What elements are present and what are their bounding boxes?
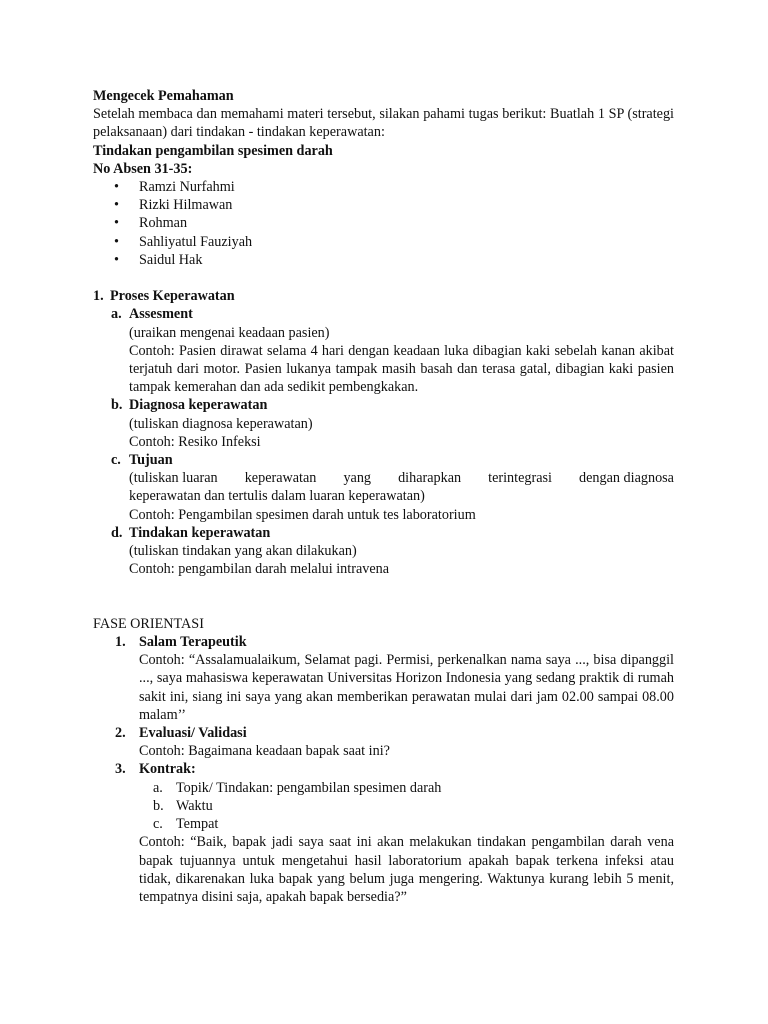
- bullet-icon: •: [114, 179, 119, 196]
- list-item: • Sahliyatul Fauziyah: [114, 233, 253, 250]
- list-item: • Rohman: [114, 215, 188, 232]
- subsection-description-cont: keperawatan dan tertulis dalam luaran keperawatan): [129, 488, 425, 505]
- bullet-icon: •: [114, 251, 119, 268]
- step-example: Contoh: “Assalamualaikum, Selamat pagi. Permisi, perkenalkan nama saya ..., bisa dipanggil ..., saya mahasiswa keperawatan Universitas Horizon Indonesia yang sedang praktik di rumah sakit ini, siang ini saya yang akan memberikan perawatan mulai dari jam 02.00 sampai 08.00 malam’’: [139, 652, 674, 723]
- group-label: No Absen 31-35:: [93, 160, 193, 177]
- list-item: • Saidul Hak: [114, 251, 203, 268]
- subsection-title: a. Assesment: [111, 306, 193, 323]
- list-item: c. Tempat: [153, 816, 219, 833]
- document-body: [93, 87, 674, 906]
- step-example: Contoh: Bagaimana keadaan bapak saat ini?: [139, 743, 390, 760]
- bullet-icon: •: [114, 197, 119, 214]
- step-example: Contoh: “Baik, bapak jadi saya saat ini akan melakukan tindakan pengambilan darah vena bapak tujuannya untuk mengetahui hasil laboratorium apakah bapak terkena infeksi atau tidak, dikarenakan luka bapak yang belum juga mengering. Waktunya kurang lebih 5 menit, tempatnya disini saja, apakah bapak bersedia?”: [139, 834, 674, 905]
- subsection-description: (tuliskan tindakan yang akan dilakukan): [129, 543, 357, 560]
- orientation-heading: FASE ORIENTASI: [93, 615, 204, 632]
- list-item: • Ramzi Nurfahmi: [114, 179, 235, 196]
- subsection-description: (uraikan mengenai keadaan pasien): [129, 324, 330, 341]
- task-title: Tindakan pengambilan spesimen darah: [93, 142, 333, 159]
- subsection-description: (tuliskan luaran keperawatan yang diharapkan terintegrasi dengan diagnosa: [129, 470, 674, 487]
- bullet-icon: •: [114, 233, 119, 250]
- subsection-example: Contoh: Resiko Infeksi: [129, 433, 261, 450]
- subsection-title: b. Diagnosa keperawatan: [111, 397, 268, 414]
- section-heading: Mengecek Pemahaman: [93, 88, 234, 104]
- step-title: 2. Evaluasi/ Validasi: [115, 725, 247, 742]
- process-heading: 1. Proses Keperawatan: [93, 288, 235, 305]
- list-item: a. Topik/ Tindakan: pengambilan spesimen darah: [153, 779, 442, 796]
- subsection-example: Contoh: Pasien dirawat selama 4 hari dengan keadaan luka dibagian kaki sebelah kanan akibat terjatuh dari motor. Pasien lukanya tampak masih basah dan terasa gatal, dibagian kaki pasien tampak kemerahan dan ada sedikit pembengkakan.: [129, 342, 674, 396]
- subsection-title: d. Tindakan keperawatan: [111, 524, 271, 541]
- member-list: [93, 178, 674, 269]
- bullet-icon: •: [114, 215, 119, 232]
- instruction-paragraph: Setelah membaca dan memahami materi tersebut, silakan pahami tugas berikut: Buatlah 1 SP (strategi pelaksanaan) dari tindakan - tindakan keperawatan:: [93, 106, 674, 141]
- subsection-title: c. Tujuan: [111, 452, 173, 469]
- subsection-example: Contoh: pengambilan darah melalui intravena: [129, 561, 390, 578]
- subsection-description: (tuliskan diagnosa keperawatan): [129, 415, 313, 432]
- step-title: 1. Salam Terapeutik: [115, 634, 247, 651]
- list-item: b. Waktu: [153, 797, 213, 814]
- subsection-example: Contoh: Pengambilan spesimen darah untuk tes laboratorium: [129, 506, 476, 523]
- step-title: 3. Kontrak:: [115, 761, 196, 778]
- list-item: • Rizki Hilmawan: [114, 197, 233, 214]
